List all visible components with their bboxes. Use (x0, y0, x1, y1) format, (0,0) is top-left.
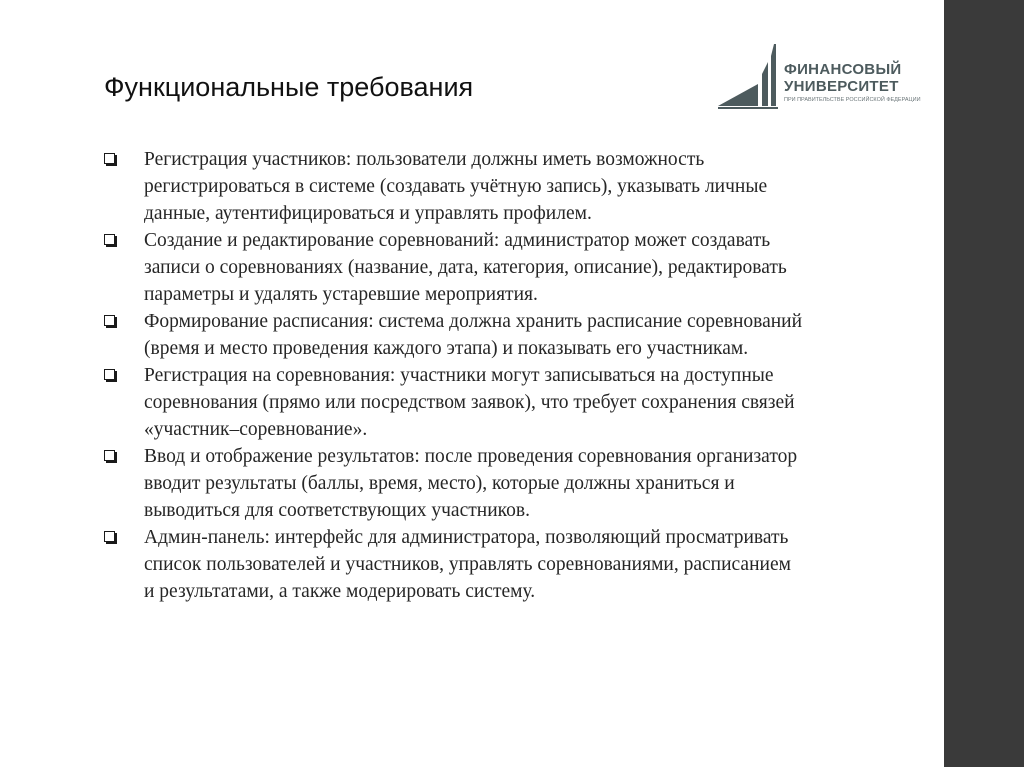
checkbox-square-icon (104, 450, 115, 461)
university-emblem-icon (718, 44, 780, 110)
requirement-text: Админ-панель: интерфейс для администратора, позволяющий просматривать список пользователей и участников, управлять соревнованиями, расписанием и результатами, а также модерировать систему. (144, 527, 791, 602)
checkbox-square-icon (104, 369, 115, 380)
university-logo (718, 44, 921, 110)
list-item (104, 443, 804, 524)
requirement-text: Создание и редактирование соревнований: администратор может создавать записи о соревнованиях (название, дата, категория, описание), редактировать параметры и удалять устаревшие мероприятия. (144, 230, 787, 305)
right-sidebar-bar (944, 0, 1024, 767)
requirement-text: Формирование расписания: система должна хранить расписание соревнований (время и место проведения каждого этапа) и показывать его участникам. (144, 311, 803, 359)
list-item (104, 227, 804, 308)
requirement-text: Ввод и отображение результатов: после проведения соревнования организатор вводит результаты (баллы, время, место), которые должны храниться и выводиться для соответствующих участников. (144, 446, 798, 521)
requirement-text: Регистрация участников: пользователи должны иметь возможность регистрироваться в системе (создавать учётную запись), указывать личные данные, аутентифицироваться и управлять профилем. (144, 149, 768, 224)
requirements-list (104, 146, 804, 605)
slide-title: Функциональные требования (104, 72, 474, 102)
logo-text-line1: ФИНАНСОВЫЙ (784, 61, 902, 78)
requirement-text: Регистрация на соревнования: участники могут записываться на доступные соревнования (прямо или посредством заявок), что требует сохранения связей «участник–соревнование». (144, 365, 795, 440)
checkbox-square-icon (104, 234, 115, 245)
checkbox-square-icon (104, 315, 115, 326)
logo-text-line2: УНИВЕРСИТЕТ (784, 78, 899, 95)
checkbox-square-icon (104, 531, 115, 542)
list-item (104, 308, 804, 362)
list-item (104, 362, 804, 443)
list-item (104, 524, 804, 605)
list-item (104, 146, 804, 227)
logo-subtitle: ПРИ ПРАВИТЕЛЬСТВЕ РОССИЙСКОЙ ФЕДЕРАЦИИ (784, 97, 921, 103)
checkbox-square-icon (104, 153, 115, 164)
